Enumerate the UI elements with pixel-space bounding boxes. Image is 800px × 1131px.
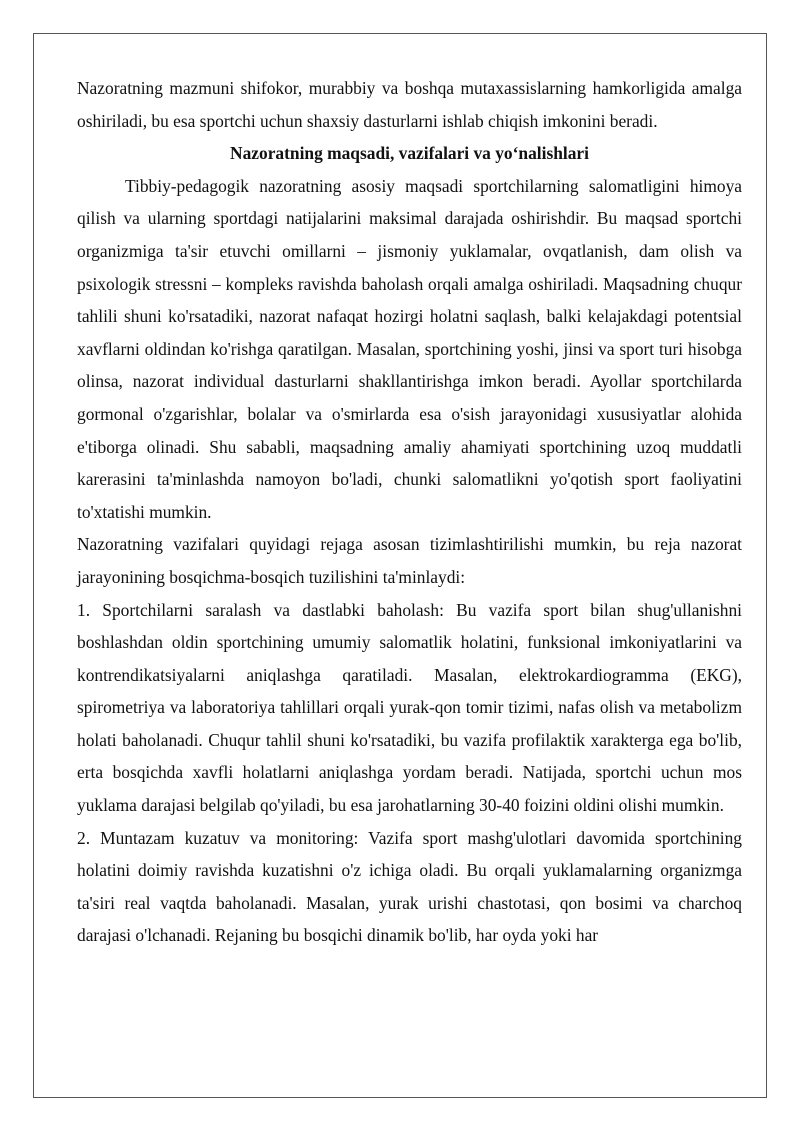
task-1-paragraph: 1. Sportchilarni saralash va dastlabki baholash: Bu vazifa sport bilan shug'ullanishni boshlashdan oldin sportchining umumiy salomatlik holatini, funksional imkoniyatlarini va kontrendikatsiyalarni aniqlashga qaratiladi. Masalan, elektrokardiogramma (EKG), spirometriya va laboratoriya tahlillari orqali yurak-qon tomir tizimi, nafas olish va metabolizm holati baholanadi. Chuqur tahlil shuni ko'rsatadiki, bu vazifa profilaktik xarakterga ega bo'lib, erta bosqichda xavfli holatlarni aniqlashga yordam beradi. Natijada, sportchi uchun mos yuklama darajasi belgilab qo'yiladi, bu esa jarohatlarning 30-40 foizini oldini olishi mumkin.	[77, 599, 742, 816]
goal-paragraph: Tibbiy-pedagogik nazoratning asosiy maqsadi sportchilarning salomatligini himoya qilish va ularning sportdagi natijalarini maksimal darajada oshirishdir. Bu maqsad sportchi organizmiga ta'sir etuvchi omillarni – jismoniy yuklamalar, ovqatlanish, dam olish va psixologik stressni – kompleks ravishda baholash orqali amalga oshiriladi. Maqsadning chuqur tahlili shuni ko'rsatadiki, nazorat nafaqat hozirgi holatni saqlash, balki kelajakdagi potentsial xavflarni oldindan ko'rishga qaratilgan. Masalan, sportchining yoshi, jinsi va sport turi hisobga olinsa, nazorat individual dasturlarni shakllantirishga imkon beradi. Ayollar sportchilarda gormonal o'zgarishlar, bolalar va o'smirlarda esa o'sish jarayonidagi xususiyatlar alohida e'tiborga olinadi. Shu sababli, maqsadning amaliy ahamiyati sportchining uzoq muddatli karerasini ta'minlashda namoyon bo'ladi, chunki salomatlikni yo'qotish sport faoliyatini to'xtatishi mumkin.	[77, 175, 742, 522]
document-body	[77, 72, 742, 952]
task-2-paragraph: 2. Muntazam kuzatuv va monitoring: Vazifa sport mashg'ulotlari davomida sportchining holatini doimiy ravishda kuzatishni o'z ichiga oladi. Bu orqali yuklamalarning organizmga ta'siri real vaqtda baholanadi. Masalan, yurak urishi chastotasi, qon bosimi va charchoq darajasi o'lchanadi. Rejaning bu bosqichi dinamik bo'lib, har oyda yoki har	[77, 827, 742, 946]
intro-paragraph: Nazoratning mazmuni shifokor, murabbiy va boshqa mutaxassislarning hamkorligida amalga oshiriladi, bu esa sportchi uchun shaxsiy dasturlarni ishlab chiqish imkonini beradi.	[77, 78, 742, 131]
tasks-intro-paragraph: Nazoratning vazifalari quyidagi rejaga asosan tizimlashtirilishi mumkin, bu reja nazorat jarayonining bosqichma-bosqich tuzilishini ta'minlaydi:	[77, 534, 742, 587]
section-heading: Nazoratning maqsadi, vazifalari va yo‘nalishlari	[230, 143, 589, 164]
